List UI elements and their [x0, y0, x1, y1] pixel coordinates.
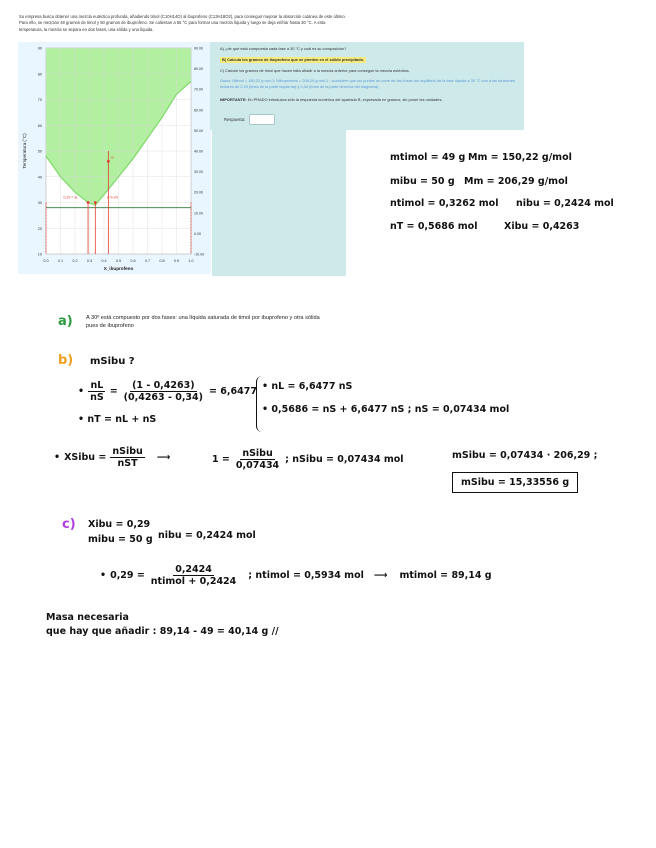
part-a-text: A 30º está compuesto por dos fases: una líquida saturada de timol por ibuprofeno y otra sólida pues de ibuprofeno — [86, 315, 320, 329]
annot-left: 0,29 = xL — [63, 195, 79, 200]
y-right-tick-label: 30.00 — [194, 170, 203, 175]
y-tick-label: 20 — [37, 226, 42, 231]
y-tick-label: 60 — [37, 123, 42, 128]
mass-result: mSibu = 15,33556 g — [452, 472, 578, 493]
part-b-title: mSibu ? — [90, 356, 135, 367]
x-tick-label: 0.5 — [115, 259, 122, 263]
y-right-tick-label: 60.00 — [194, 108, 203, 113]
x-tick-label: 0.8 — [159, 259, 165, 263]
y-right-tick-label: 90.00 — [194, 46, 203, 51]
y-tick-label: 10 — [37, 252, 42, 257]
y-right-tick-label: 10.00 — [194, 211, 203, 216]
x-axis-title: X_ibuprofeno — [103, 266, 134, 271]
part-b-label: b) — [58, 353, 74, 368]
data-ntimol: ntimol = 0,3262 mol — [390, 198, 499, 209]
question-data: Datos: Mtimol = 150,22 g mol-1; Mibuprofeno = 206,29 g mol-1 ; considere que los puntos de corte de las líneas del equilibrio de la fase líquida a 30 °C con a las funciones molares de 0,29 (línea de la parte izquierda) y 0,34 (línea de la parte derecha del diagrama). — [220, 78, 515, 89]
important-text: En PRADO introduzca sólo la respuesta numérica del apartado B, expresada en gramos, sin poner las unidades. — [247, 97, 443, 102]
data-xibu: Xibu = 0,4263 — [504, 221, 580, 232]
y-right-tick-label: 0.00 — [194, 231, 201, 236]
y-tick-label: 30 — [37, 201, 42, 205]
data-mm-timol: Mm = 150,22 g/mol — [468, 152, 572, 163]
c-equation: • 0,29 = $\frac{0,2424}{\text{ntimol + 0,2424}}$ ; ntimol = 0,5934 mol ⟶ mtimol = 89,14 g — [100, 564, 492, 587]
data-nT: nT = 0,5686 mol — [390, 221, 478, 232]
y-right-tick-label: 70.00 — [194, 87, 203, 92]
x-tick-label: 0.1 — [57, 259, 64, 263]
lever-rule: • $\frac{nL}{nS}$ = $\frac{(1 - 0,4263)}{(0,4263 - 0,34)}$ = 6,6477 — [78, 380, 257, 403]
answer-row — [224, 114, 275, 125]
c-xibu: Xibu = 0,29 — [88, 519, 151, 530]
data-mibu: mibu = 50 g — [390, 176, 455, 187]
point-left — [87, 201, 90, 204]
answer-input[interactable] — [249, 114, 275, 125]
panel-extension — [212, 130, 346, 276]
part-c-label: c) — [62, 517, 76, 532]
frac-lever-values: $\frac{(1 - 0,4263)}{(0,4263 - 0,34)}$ — [123, 380, 203, 403]
mass-calc: mSibu = 0,07434 · 206,29 ; — [452, 450, 598, 461]
y-right-tick-label: 80.00 — [194, 67, 203, 72]
answer-label: Respuesta: — [224, 117, 246, 122]
important-note — [220, 97, 520, 103]
data-mm-ibu: Mm = 206,29 g/mol — [464, 176, 568, 187]
x-tick-label: 0.0 — [43, 259, 49, 263]
question-b: B) Calcula los gramos de ibuprofeno que se pierden en el sólido precipitado. — [222, 57, 365, 62]
x-tick-label: 0.7 — [144, 259, 151, 263]
question-panel — [210, 42, 524, 130]
y-right-tick-label: -10.00 — [194, 252, 205, 257]
x-tick-label: 0.6 — [130, 259, 136, 263]
y-right-tick-label: 40.00 — [194, 149, 203, 154]
annot-alpha: α — [111, 154, 114, 160]
y-right-tick-label: 50.00 — [194, 128, 203, 133]
question-a: A) ¿de qué está compuesta cada fase a 30 °C y cuál es su composición? — [220, 46, 347, 51]
x-tick-label: 0.2 — [72, 259, 78, 263]
c-mibu: mibu = 50 g — [88, 534, 153, 545]
y-tick-label: 50 — [37, 149, 42, 154]
y-right-tick-label: 20.00 — [194, 190, 203, 195]
c-nibu: nibu = 0,2424 mol — [158, 530, 256, 541]
point-right — [94, 201, 97, 204]
phase-diagram — [18, 42, 211, 274]
system-eq-1: • nL = 6,6477 nS — [262, 381, 353, 392]
x-tick-label: 0.3 — [86, 259, 93, 263]
y-tick-label: 80 — [37, 72, 42, 77]
y-tick-label: 40 — [37, 175, 42, 180]
y-axis-title: Temperatura (°C) — [22, 133, 27, 169]
data-nibu: nibu = 0,2424 mol — [516, 198, 614, 209]
important-label: IMPORTANTE: — [220, 97, 247, 102]
data-mtimol: mtimol = 49 g — [390, 152, 466, 163]
x-tick-label: 0.4 — [101, 259, 107, 263]
y-tick-label: 90 — [37, 46, 42, 51]
annot-right: x=0,34 — [106, 195, 118, 200]
part-a-label: a) — [58, 314, 73, 329]
y-tick-label: 70 — [37, 98, 42, 102]
x-tick-label: 1.0 — [188, 259, 194, 263]
phase-diagram-svg — [18, 42, 211, 274]
question-c: C) Calcule los gramos de timol que hacen falta añadir a la mezcla anterior para conseguir la mezcla eutéctica. — [220, 68, 410, 73]
x-solid-def: • XSibu = $\frac{\text{nSibu}}{\text{nST}}$ ⟶ — [54, 446, 171, 469]
final-line-2: que hay que añadir : 89,14 - 49 = 40,14 g // — [46, 626, 279, 637]
system-eq-2: • 0,5686 = nS + 6,6477 nS ; nS = 0,07434 mol — [262, 404, 510, 415]
problem-statement: Su empresa busca obtener una mezcla eutéctica profunda, añadiendo timol (C10H14O) al ibuprofeno (C13H18O2), para conseguir mejorar la absorción cutánea de este último. Para ello, se mezclan 49 gramos de timol y 50 gramos de ibuprofeno. Se calientan a 55 °C para formar una mezcla líquida y luego se deja enfriar hasta 30 °C. A esta temperatura, la mezcla se separa en dos fases, una sólida y una líquida. — [19, 14, 346, 32]
frac-lever: $\frac{nL}{nS}$ — [90, 380, 104, 403]
final-line-1: Masa necesaria — [46, 612, 129, 623]
lever-result: = 6,6477 — [209, 386, 257, 397]
x-tick-label: 0.9 — [173, 259, 180, 263]
point-mix — [107, 160, 110, 163]
total-moles: • nT = nL + nS — [78, 414, 157, 425]
x-solid-eq: 1 = $\frac{\text{nSibu}}{0,07434}$ ; nSibu = 0,07434 mol — [212, 448, 404, 471]
